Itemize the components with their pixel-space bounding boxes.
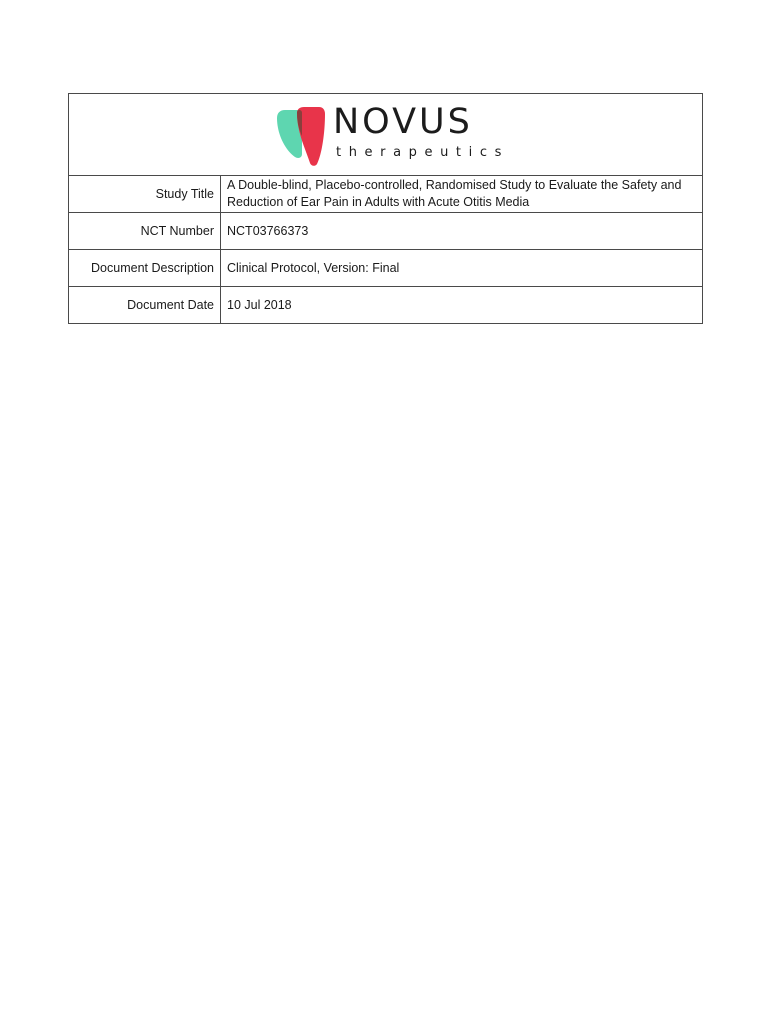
- document-description-label: Document Description: [69, 250, 221, 287]
- document-description-value: Clinical Protocol, Version: Final: [221, 250, 703, 287]
- table-row: [69, 250, 703, 287]
- table-row: [69, 213, 703, 250]
- table-row: [69, 176, 703, 213]
- study-title-label: Study Title: [69, 176, 221, 213]
- logo-cell: [69, 94, 703, 176]
- nct-number-value: NCT03766373: [221, 213, 703, 250]
- novus-logo-mark-icon: [275, 104, 327, 166]
- document-date-label: Document Date: [69, 287, 221, 324]
- company-logo: [275, 104, 507, 166]
- logo-row: [69, 94, 703, 176]
- study-title-value: A Double-blind, Placebo-controlled, Randomised Study to Evaluate the Safety and Reduction of Ear Pain in Adults with Acute Otitis Media: [221, 176, 703, 213]
- logo-wordmark: NOVUS: [333, 102, 473, 142]
- nct-number-label: NCT Number: [69, 213, 221, 250]
- logo-subtitle: therapeutics: [336, 145, 509, 160]
- cover-table: [68, 93, 703, 324]
- table-row: [69, 287, 703, 324]
- document-date-value: 10 Jul 2018: [221, 287, 703, 324]
